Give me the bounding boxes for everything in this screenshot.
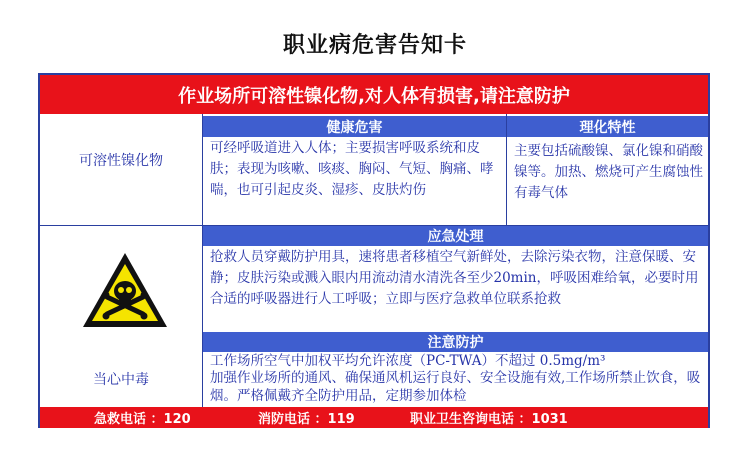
emergency-phone: 急救电话 ：120	[94, 412, 191, 427]
protection-header: 注意防护	[203, 332, 708, 352]
warning-banner: 作业场所可溶性镍化物,对人体有损害,请注意防护	[40, 75, 708, 114]
substance-name: 可溶性镍化物	[79, 153, 163, 169]
card-title: 职业病危害告知卡	[282, 33, 467, 58]
grid-line	[506, 114, 507, 225]
protection-text: 加强作业场所的通风、确保通风机运行良好、安全设施有效,工作场所禁止饮食，吸烟。严格佩戴齐全防护用品，定期参加体检	[210, 370, 701, 404]
health-hazard-header: 健康危害	[203, 116, 506, 137]
health-hazard-text: 可经呼吸道进入人体；主要损害呼吸系统和皮肤；表现为咳嗽、咳痰、胸闷、气短、胸痛、哮喘，也可引起皮炎、湿疹、皮肤灼伤	[210, 140, 494, 198]
properties-text: 主要包括硫酸镍、氯化镍和硝酸镍等。加热、燃烧可产生腐蚀性有毒气体	[514, 143, 703, 201]
health-consult-phone: 职业卫生咨询电话 ：1031	[410, 412, 568, 427]
grid-line	[202, 114, 203, 407]
contact-footer	[40, 407, 708, 428]
protection-limit-text: 工作场所空气中加权平均允许浓度（PC-TWA）不超过 0.5mg/m³	[210, 353, 606, 369]
toxic-warning-icon	[80, 250, 170, 330]
properties-header: 理化特性	[507, 116, 708, 137]
emergency-text: 抢救人员穿戴防护用具，速将患者移植空气新鲜处，去除污染衣物，注意保暖、安静；皮肤污染或溅入眼内用流动清水清洗各至少20min，呼吸困难给氧，必要时用合适的呼吸器进行人工呼吸；立即与医疗急救单位联系抢救	[210, 249, 699, 307]
notice-card	[38, 73, 710, 428]
fire-phone: 消防电话 ：119	[258, 412, 355, 427]
emergency-header: 应急处理	[203, 226, 708, 246]
warning-label: 当心中毒	[93, 372, 149, 388]
